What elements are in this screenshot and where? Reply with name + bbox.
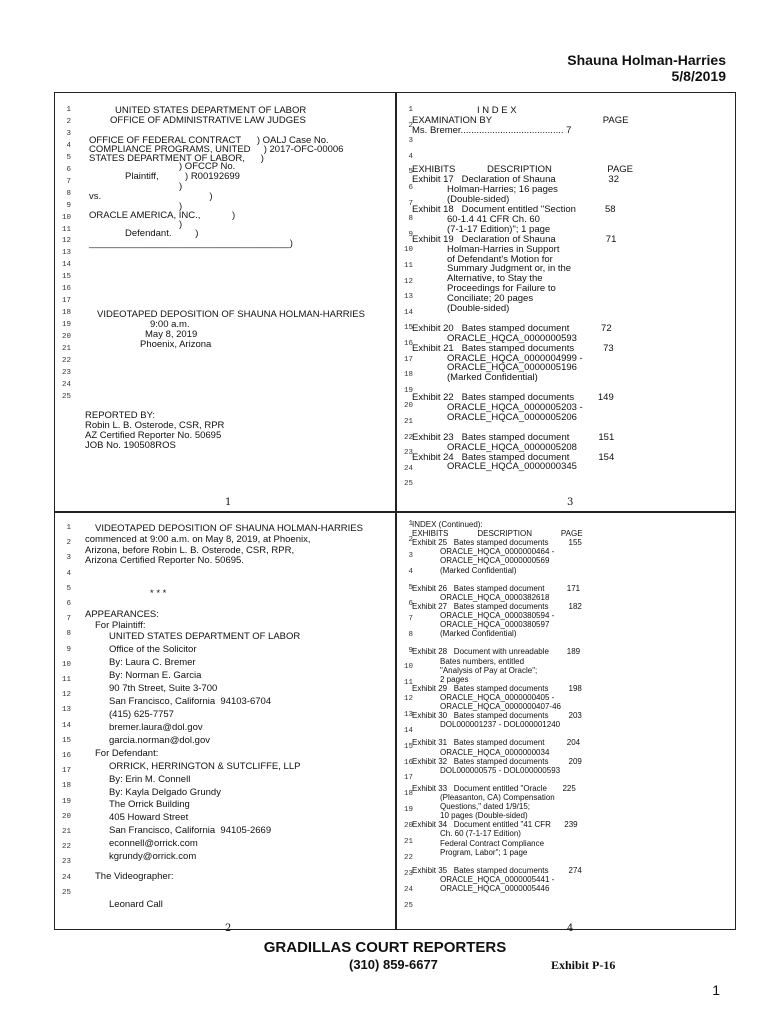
transcript-line: For Plaintiff: <box>95 620 146 632</box>
line-number: 11 <box>61 676 71 684</box>
transcript-line: ORACLE_HQCA_0000005206 <box>447 411 577 423</box>
line-number: 15 <box>403 324 413 333</box>
transcript-line: ORACLE_HQCA_0000000569 <box>440 556 550 566</box>
transcript-line: 60-1.4 41 CFR Ch. 60 <box>447 213 540 225</box>
line-number: 17 <box>61 767 71 776</box>
transcript-line: (Marked Confidential) <box>440 629 517 639</box>
transcript-line: ORACLE AMERICA, INC., ) <box>89 209 236 221</box>
transcript-line: ______________________________________) <box>89 237 293 249</box>
transcript-line: Federal Contract Compliance <box>440 838 545 848</box>
line-number: 21 <box>61 345 71 353</box>
line-number: 4 <box>66 569 71 578</box>
line-number: 3 <box>408 137 413 146</box>
court-reporter-company: GRADILLAS COURT REPORTERS <box>263 939 507 956</box>
transcript-line: ORACLE_HQCA_0000000407-46 <box>440 702 561 711</box>
line-number: 14 <box>403 726 413 735</box>
line-number: 5 <box>408 168 413 177</box>
transcript-line: Exhibit 30 Bates stamped documents 203 <box>412 711 582 721</box>
transcript-line: "Analysis of Pay at Oracle"; <box>440 665 538 675</box>
line-number: 23 <box>61 368 71 377</box>
line-number: 15 <box>61 273 71 282</box>
line-number: 7 <box>66 615 71 624</box>
transcript-line: ORACLE_HQCA_0000000405 - <box>440 692 555 702</box>
line-number: 8 <box>66 189 71 198</box>
line-number: 10 <box>403 663 413 672</box>
line-number: 8 <box>408 631 413 640</box>
transcript-line: May 8, 2019 <box>145 328 198 340</box>
line-number: 8 <box>66 630 71 639</box>
transcript-page-number: 2 <box>225 923 232 934</box>
transcript-line: UNITED STATES DEPARTMENT OF LABOR <box>109 631 301 642</box>
transcript-line: EXHIBITS DESCRIPTION PAGE <box>412 164 634 176</box>
transcript-line: Exhibit 33 Document entitled "Oracle 225 <box>412 783 576 793</box>
line-number: 2 <box>66 117 71 126</box>
transcript-line: EXAMINATION BY PAGE <box>412 114 629 126</box>
line-number: 7 <box>66 177 71 186</box>
line-number: 20 <box>403 822 413 831</box>
document-page-number: 1 <box>712 982 720 998</box>
transcript-line: Exhibit 17 Declaration of Shauna 32 <box>412 174 620 186</box>
transcript-line: APPEARANCES: <box>85 609 159 621</box>
transcript-page-number: 1 <box>225 497 232 508</box>
line-number: 9 <box>66 201 71 210</box>
line-number: 9 <box>408 230 413 239</box>
line-number: 20 <box>61 333 71 342</box>
transcript-line: 2 pages <box>440 674 469 684</box>
transcript-line: Exhibit 25 Bates stamped documents 155 <box>412 538 582 548</box>
line-number: 21 <box>403 838 413 846</box>
transcript-line: REPORTED BY: <box>85 409 156 421</box>
line-number: 16 <box>61 752 71 760</box>
line-number: 4 <box>408 567 413 576</box>
line-number: 4 <box>408 152 413 161</box>
transcript-line: ORACLE_HQCA_0000005196 <box>447 362 577 374</box>
transcript-line: ORACLE_HQCA_0000004999 - <box>447 352 583 364</box>
line-number: 22 <box>403 433 413 442</box>
line-number: 17 <box>403 355 413 364</box>
transcript-line: Exhibit 35 Bates stamped documents 274 <box>412 865 582 875</box>
transcript-line: ) <box>179 218 183 230</box>
transcript-line: kgrundy@orrick.com <box>109 851 197 863</box>
line-number: 21 <box>403 418 413 426</box>
transcript-line: Alternative, to Stay the <box>447 273 543 285</box>
deponent-name: Shauna Holman-Harries <box>567 52 726 68</box>
transcript-line: garcia.norman@dol.gov <box>109 734 211 746</box>
transcript-line: ORACLE_HQCA_0000005203 - <box>447 402 583 413</box>
transcript-line: Plaintiff, ) R00192699 <box>125 171 240 183</box>
transcript-line: Exhibit 34 Document entitled "41 CFR 239 <box>412 820 578 830</box>
transcript-line: ) <box>179 181 183 193</box>
line-number: 21 <box>61 828 71 836</box>
transcript-line: Summary Judgment or, in the <box>447 263 572 275</box>
transcript-line: (Marked Confidential) <box>440 565 517 575</box>
line-number: 23 <box>61 858 71 867</box>
line-number: 9 <box>66 645 71 654</box>
line-number: 23 <box>403 449 413 458</box>
line-number: 3 <box>408 551 413 560</box>
line-number: 16 <box>61 285 71 294</box>
line-number: 22 <box>61 356 71 365</box>
court-reporter-phone: (310) 859-6677 <box>349 957 438 972</box>
transcript-line: Program, Labor"; 1 page <box>440 847 528 857</box>
line-number: 18 <box>403 790 413 799</box>
transcript-line: Exhibit 23 Bates stamped document 151 <box>412 431 615 443</box>
transcript-line: ) OFCCP No. <box>179 161 236 173</box>
line-number: 17 <box>403 774 413 783</box>
transcript-line: (Pleasanton, CA) Compensation <box>440 793 555 802</box>
transcript-line: ORACLE_HQCA_0000000345 <box>447 461 577 473</box>
line-number: 2 <box>66 539 71 548</box>
line-number: 25 <box>61 392 71 401</box>
transcript-line: Defendant. ) <box>125 227 199 239</box>
transcript-line: EXHIBITS DESCRIPTION PAGE <box>412 529 583 539</box>
transcript-page-number: 4 <box>567 923 574 934</box>
line-number: 6 <box>408 184 413 192</box>
line-number: 19 <box>403 806 413 815</box>
line-number: 24 <box>61 873 71 882</box>
transcript-line: ORACLE_HQCA_0000380597 <box>440 620 550 630</box>
transcript-line: Bates numbers, entitled <box>440 656 525 666</box>
transcript-line: Office of the Solicitor <box>109 643 197 655</box>
transcript-line: Exhibit 31 Bates stamped document 204 <box>412 738 581 748</box>
line-number: 19 <box>403 386 413 395</box>
transcript-line: By: Norman E. Garcia <box>109 669 202 681</box>
transcript-line: DOL000000575 - DOL000000593 <box>440 765 561 775</box>
transcript-line: 90 7th Street, Suite 3-700 <box>109 682 218 694</box>
line-number: 6 <box>66 600 71 608</box>
line-number: 19 <box>61 321 71 330</box>
line-number: 10 <box>403 246 413 255</box>
line-number: 12 <box>61 237 71 246</box>
line-number: 6 <box>66 165 71 174</box>
transcript-line: San Francisco, California 94105-2669 <box>109 825 272 837</box>
transcript-line: (Double-sided) <box>447 194 510 206</box>
transcript-line: Proceedings for Failure to <box>447 283 556 295</box>
transcript-line: INDEX (Continued): <box>412 520 483 529</box>
transcript-line: I N D E X <box>477 105 517 116</box>
transcript-line: COMPLIANCE PROGRAMS, UNITED ) 2017-OFC-00006 <box>89 143 344 155</box>
line-number: 20 <box>61 812 71 821</box>
transcript-line: (Double-sided) <box>447 303 510 314</box>
line-number: 3 <box>66 129 71 138</box>
line-number: 4 <box>66 141 71 150</box>
line-number: 7 <box>408 199 413 208</box>
line-number: 2 <box>408 121 413 130</box>
transcript-line: Phoenix, Arizona <box>140 338 212 350</box>
transcript-line: Exhibit 26 Bates stamped document 171 <box>412 583 581 593</box>
transcript-line: By: Laura C. Bremer <box>109 656 196 668</box>
transcript-line: STATES DEPARTMENT OF LABOR, ) <box>89 152 264 164</box>
transcript-line: AZ Certified Reporter No. 50695 <box>85 429 222 441</box>
line-number: 23 <box>403 869 413 878</box>
line-number: 15 <box>61 736 71 745</box>
transcript-page-2 <box>55 513 395 934</box>
line-number: 25 <box>61 888 71 897</box>
transcript-line: (Marked Confidential) <box>447 372 538 384</box>
transcript-line: Arizona, before Robin L. B. Osterode, CSR, RPR, <box>85 544 295 556</box>
transcript-line: Exhibit 22 Bates stamped documents 149 <box>412 392 614 404</box>
transcript-line: ORACLE_HQCA_0000005446 <box>440 884 550 893</box>
transcript-line: The Videographer: <box>95 870 174 882</box>
line-number: 11 <box>403 262 413 270</box>
line-number: 1 <box>66 524 71 532</box>
transcript-line: For Defendant: <box>95 747 159 759</box>
line-number: 15 <box>403 742 413 751</box>
line-number: 25 <box>403 901 413 910</box>
line-number: 24 <box>403 885 413 894</box>
transcript-line: * * * <box>150 587 167 599</box>
line-number: 8 <box>408 215 413 224</box>
line-number: 12 <box>403 277 413 286</box>
line-number: 10 <box>61 660 71 669</box>
line-number: 25 <box>403 480 413 489</box>
line-number: 22 <box>403 853 413 862</box>
transcript-page-number: 3 <box>567 497 574 508</box>
line-number: 1 <box>408 106 413 114</box>
transcript-line: The Orrick Building <box>109 799 190 811</box>
transcript-page-4 <box>397 513 737 934</box>
transcript-line: econnell@orrick.com <box>109 838 198 850</box>
transcript-line: ORACLE_HQCA_0000000034 <box>440 747 550 757</box>
transcript-line: Exhibit 24 Bates stamped document 154 <box>412 451 615 463</box>
transcript-line: Questions," dated 1/9/15; <box>440 802 531 812</box>
transcript-line: VIDEOTAPED DEPOSITION OF SHAUNA HOLMAN-HARRIES <box>97 308 365 320</box>
transcript-line: bremer.laura@dol.gov <box>109 721 203 733</box>
transcript-line: Exhibit 32 Bates stamped documents 209 <box>412 756 582 766</box>
transcript-line: Leonard Call <box>109 898 163 910</box>
line-number: 13 <box>61 706 71 715</box>
transcript-line: UNITED STATES DEPARTMENT OF LABOR <box>115 105 307 116</box>
transcript-line: of Defendant's Motion for <box>447 253 553 265</box>
line-number: 20 <box>403 402 413 411</box>
transcript-line: ) <box>179 201 183 213</box>
line-number: 16 <box>403 758 413 767</box>
transcript-frame <box>54 92 736 934</box>
transcript-line: Exhibit 18 Document entitled "Section 58 <box>412 204 616 215</box>
line-number: 24 <box>61 380 71 389</box>
line-number: 16 <box>403 340 413 348</box>
transcript-line: Ch. 60 (7-1-17 Edition) <box>440 829 521 839</box>
transcript-line: Arizona Certified Reporter No. 50695. <box>85 555 244 567</box>
line-number: 12 <box>61 691 71 700</box>
line-number: 18 <box>403 371 413 380</box>
transcript-line: 405 Howard Street <box>109 812 189 824</box>
line-number: 5 <box>408 583 413 592</box>
line-number: 2 <box>408 535 413 544</box>
transcript-line: ORACLE_HQCA_0000000464 - <box>440 547 555 557</box>
transcript-line: Conciliate; 20 pages <box>447 293 534 305</box>
transcript-line: DOL000001237 - DOL000001240 <box>440 720 561 730</box>
line-number: 1 <box>66 106 71 114</box>
line-number: 22 <box>61 843 71 852</box>
line-number: 13 <box>61 249 71 258</box>
line-number: 5 <box>66 153 71 162</box>
transcript-line: commenced at 9:00 a.m. on May 8, 2019, at Phoenix, <box>85 533 311 545</box>
line-number: 14 <box>403 308 413 317</box>
transcript-line: By: Kayla Delgado Grundy <box>109 786 221 798</box>
line-number: 18 <box>61 309 71 318</box>
line-number: 11 <box>61 225 71 234</box>
line-number: 14 <box>61 721 71 730</box>
line-number: 14 <box>61 261 71 270</box>
line-number: 9 <box>408 647 413 656</box>
transcript-line: Holman-Harries in Support <box>447 243 560 255</box>
transcript-line: Exhibit 28 Document with unreadable 189 <box>412 647 581 657</box>
transcript-line: Ms. Bremer....................................... 7 <box>412 124 572 136</box>
transcript-line: ORRICK, HERRINGTON & SUTCLIFFE, LLP <box>109 760 301 772</box>
transcript-line: By: Erin M. Connell <box>109 773 191 785</box>
transcript-line: VIDEOTAPED DEPOSITION OF SHAUNA HOLMAN-HARRIES <box>95 523 363 534</box>
transcript-line: ORACLE_HQCA_0000380594 - <box>440 611 555 620</box>
transcript-line: JOB No. 190508ROS <box>85 439 176 451</box>
transcript-line: San Francisco, California 94103-6704 <box>109 695 272 707</box>
transcript-line: ORACLE_HQCA_0000382618 <box>440 592 550 602</box>
line-number: 12 <box>403 694 413 703</box>
deposition-date: 5/8/2019 <box>671 68 726 84</box>
transcript-line: (7-1-17 Edition)"; 1 page <box>447 223 551 235</box>
line-number: 11 <box>403 679 413 687</box>
line-number: 5 <box>66 584 71 593</box>
line-number: 13 <box>403 710 413 719</box>
line-number: 19 <box>61 797 71 806</box>
transcript-line: OFFICE OF FEDERAL CONTRACT ) OALJ Case No. <box>89 134 329 146</box>
line-number: 7 <box>408 615 413 624</box>
line-number: 6 <box>408 599 413 608</box>
transcript-line: ORACLE_HQCA_0000005208 <box>447 441 577 453</box>
line-number: 24 <box>403 464 413 473</box>
transcript-line: Exhibit 20 Bates stamped document 72 <box>412 322 612 334</box>
transcript-line: Holman-Harries; 16 pages <box>447 184 558 196</box>
line-number: 18 <box>61 782 71 791</box>
transcript-line: Exhibit 29 Bates stamped documents 198 <box>412 683 582 693</box>
transcript-line: (415) 625-7757 <box>109 708 174 720</box>
transcript-page-3 <box>397 93 737 511</box>
transcript-line: Exhibit 21 Bates stamped documents 73 <box>412 342 614 354</box>
line-number: 1 <box>408 520 413 528</box>
transcript-line: Exhibit 19 Declaration of Shauna 71 <box>412 233 617 245</box>
transcript-page-1 <box>55 93 395 511</box>
transcript-line: OFFICE OF ADMINISTRATIVE LAW JUDGES <box>110 114 306 126</box>
transcript-line: vs. ) <box>89 191 213 203</box>
transcript-line: 9:00 a.m. <box>150 318 190 330</box>
line-number: 17 <box>61 297 71 306</box>
line-number: 3 <box>66 554 71 563</box>
line-number: 13 <box>403 293 413 302</box>
exhibit-label: Exhibit P-16 <box>551 958 616 972</box>
line-number: 10 <box>61 213 71 222</box>
transcript-line: ORACLE_HQCA_0000005441 - <box>440 874 555 884</box>
transcript-line: 10 pages (Double-sided) <box>440 811 528 821</box>
transcript-line: Robin L. B. Osterode, CSR, RPR <box>85 419 225 431</box>
transcript-line: Exhibit 27 Bates stamped documents 182 <box>412 601 582 611</box>
transcript-line: ORACLE_HQCA_0000000593 <box>447 332 577 344</box>
